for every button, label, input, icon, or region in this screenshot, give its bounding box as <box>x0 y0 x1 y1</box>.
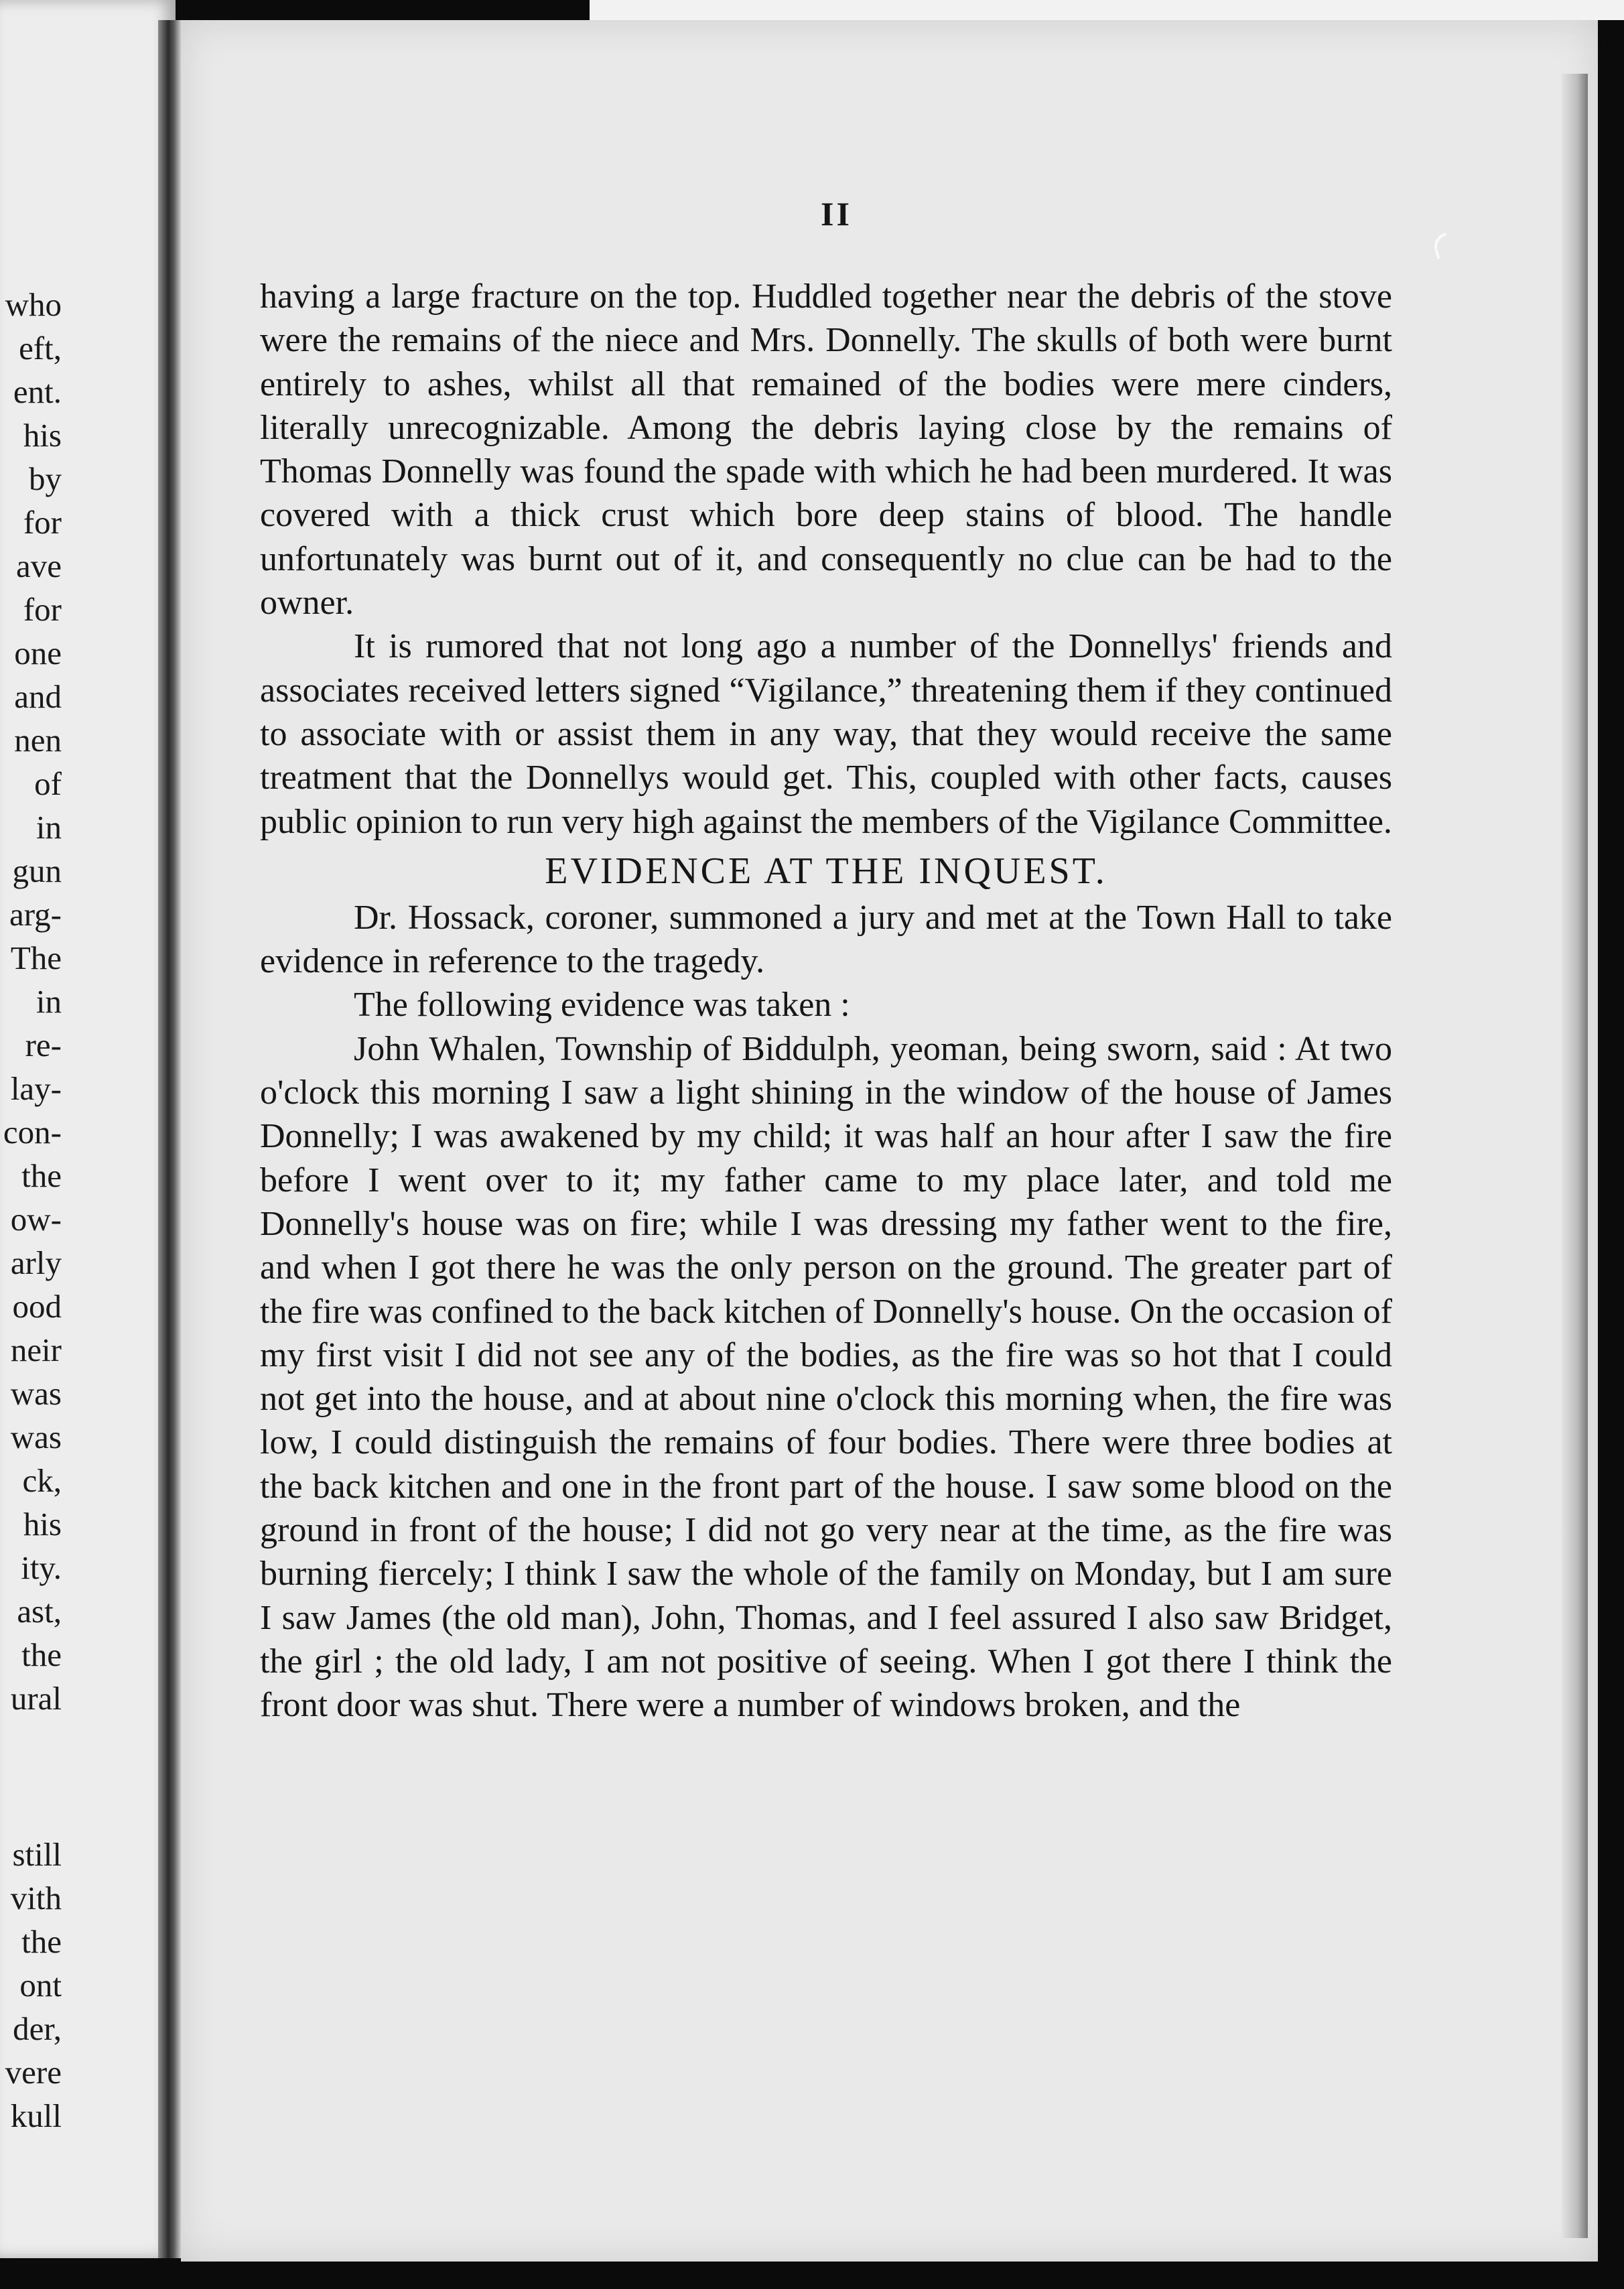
left-page-fragment: of <box>34 765 62 802</box>
book-gutter <box>158 20 181 2258</box>
paragraph: having a large fracture on the top. Huddled together near the debris of the stove were the remains of the niece and Mrs. Donnelly. The skulls of both were burnt entirely to ashes, whilst all that remained of the bodies were mere cinders, literally unrecognizable. Among the debris laying close by the remains of Thomas Donnelly was found the spade with which he had been murdered. It was covered with a thick crust which bore deep stains of blood. The handle unfortunately was burnt out of it, and consequently no clue can be had to the owner. <box>260 277 1392 623</box>
paragraph: The following evidence was taken : <box>354 986 850 1025</box>
left-page-fragment: in <box>36 983 62 1020</box>
left-page-fragment: his <box>23 417 62 454</box>
left-page-fragment: ity. <box>21 1549 62 1586</box>
left-page-fragment: was <box>10 1375 62 1412</box>
left-page-fragment: by <box>29 460 62 497</box>
left-page-fragment: ast, <box>17 1593 62 1630</box>
left-page-fragment: and <box>14 678 62 715</box>
left-page-fragment: ow- <box>10 1201 62 1238</box>
left-page-fragments-lower <box>0 1833 62 2138</box>
left-page-fragment: lay- <box>10 1070 62 1107</box>
left-page-edge <box>0 0 176 2258</box>
left-page-fragment: the <box>21 1923 62 1960</box>
left-page-fragment: the <box>21 1157 62 1194</box>
page-number: II <box>821 195 852 233</box>
scan-top-edge <box>590 0 1624 20</box>
left-page-fragment: one <box>14 635 62 671</box>
left-page-fragment: arg- <box>9 896 62 933</box>
left-page-fragment: ave <box>16 547 62 584</box>
section-heading: EVIDENCE AT THE INQUEST. <box>545 850 1107 892</box>
left-page-fragment: The <box>10 939 62 976</box>
left-page-fragment: ent. <box>13 373 62 410</box>
left-page-fragment: for <box>23 504 62 541</box>
page-right-edge <box>1561 74 1588 2238</box>
left-page-fragment: for <box>23 591 62 628</box>
left-page-fragment: the <box>21 1636 62 1673</box>
left-page-fragment: ood <box>12 1288 62 1325</box>
left-page-fragment: was <box>10 1419 62 1455</box>
left-page-fragment: vith <box>10 1880 62 1916</box>
left-page-fragment: con- <box>3 1114 62 1151</box>
left-page-fragment: his <box>23 1506 62 1543</box>
left-page-fragment: who <box>5 286 62 323</box>
left-page-fragment: der, <box>13 2010 62 2047</box>
paragraph: John Whalen, Township of Biddulph, yeoman, being sworn, said : At two o'clock this morning I saw a light shining in the window of the house of James Donnelly; I was awakened by my child; it was half an hour after I saw the fire before I went over to it; my father came to my place later, and told me Donnelly's house was on fire; while I was dressing my father went to the fire, and when I got there he was the only person on the ground. The greater part of the fire was confined to the back kitchen of Donnelly's house. On the occasion of my first visit I did not see any of the bodies, as the fire was so hot that I could not get into the house, and at about nine o'clock this morning when, the fire was low, I could distinguish the remains of four bodies. There were three bodies at the back kitchen and one in the front part of the house. I saw some blood on the ground in front of the house; I did not go very near at the time, as the fire was burning fiercely; I think I saw the whole of the family on Monday, but I am sure I saw James (the old man), John, Thomas, and I feel assured I also saw Bridget, the girl ; the old lady, I am not positive of seeing. When I got there I think the front door was shut. There were a number of windows broken, and the <box>260 1029 1392 1725</box>
left-page-fragment: eft, <box>19 330 62 367</box>
left-page-fragments-upper <box>0 283 62 1720</box>
left-page-fragment: nen <box>14 722 62 759</box>
left-page-fragment: ural <box>10 1680 62 1717</box>
left-page-fragment: vere <box>5 2054 62 2091</box>
paragraph: It is rumored that not long ago a number of the Donnellys' friends and associates received letters signed “Vigilance,” threatening them if they continued to associate with or assist them in any way, that they would receive the same treatment that the Donnellys would get. This, coupled with other facts, causes public opinion to run very high against the members of the Vigilance Committee. <box>260 627 1392 841</box>
paragraph: Dr. Hossack, coroner, summoned a jury and met at the Town Hall to take evidence in reference to the tragedy. <box>260 898 1392 981</box>
page-text <box>260 275 1392 1727</box>
left-page-fragment: arly <box>10 1244 62 1281</box>
left-page-fragment: re- <box>25 1027 62 1063</box>
left-page-fragment: neir <box>10 1331 62 1368</box>
left-page-fragment: ck, <box>22 1462 62 1499</box>
left-page-fragment: gun <box>12 852 62 889</box>
left-page-fragment: in <box>36 809 62 846</box>
left-page-fragment: kull <box>10 2097 62 2134</box>
left-page-fragment: ont <box>19 1967 62 2004</box>
left-page-fragment: still <box>12 1836 62 1873</box>
